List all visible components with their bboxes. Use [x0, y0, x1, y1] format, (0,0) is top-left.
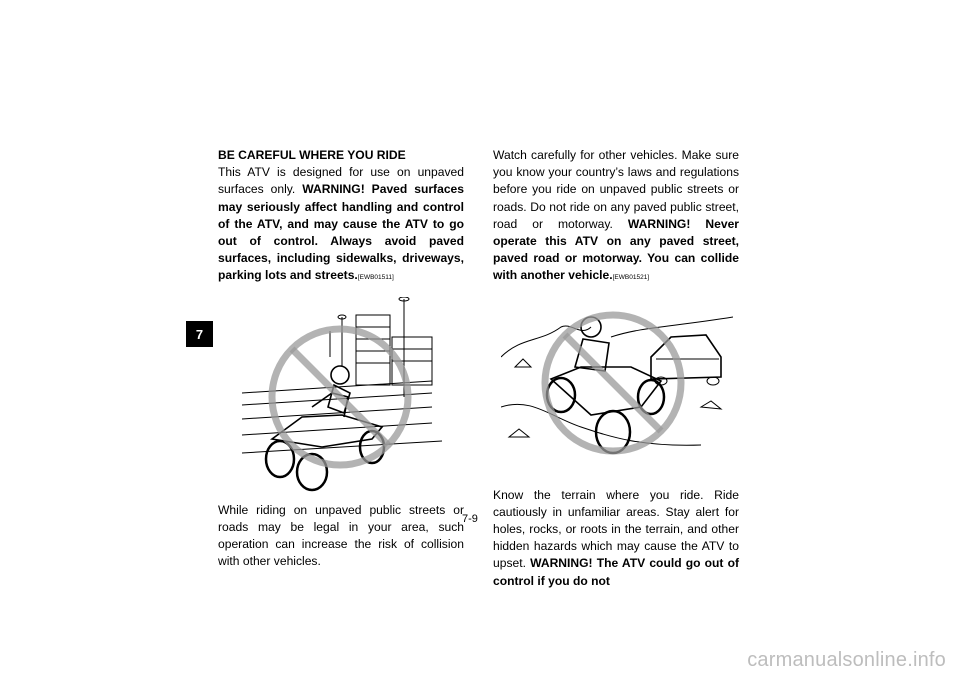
terrain-text: Know the terrain where you ride. Ride cautiously in unfamiliar areas. Stay alert for holes, rocks, or roots in the terrain, and other hidden hazards which may cause the ATV to upset. [493, 487, 739, 571]
vehicles-text: Watch carefully for other vehicles. Make sure you know your country’s laws and regulations before you ride on unpaved public streets or roads. Do not ride on any paved public street, road or motorway. [493, 148, 739, 231]
right-paragraph-2 [493, 487, 739, 590]
warning-code-2: [EWB01521] [612, 274, 650, 282]
left-paragraph-2: While riding on unpaved public streets or roads may be legal in your area, such operation can increase the risk of collision with other vehicles. [218, 502, 464, 569]
right-column [493, 147, 739, 590]
left-column [218, 147, 464, 570]
watermark: carmanualsonline.info [747, 649, 946, 671]
paved-surface-warning: WARNING! Paved surfaces may seriously affect handling and control of the ATV, and may cause the ATV to go out of control. Always avoid paved surfaces, including sidewalks, driveways, parking lots and streets. [218, 182, 464, 283]
warning-code: [EWB01511] [357, 274, 394, 282]
intro-text: This ATV is designed for use on unpaved surfaces only. [218, 165, 464, 197]
atv-paved-road-illustration [232, 297, 452, 492]
section-heading: BE CAREFUL WHERE YOU RIDE [218, 148, 406, 162]
page-number: 7-9 [462, 513, 478, 525]
atv-road-car-illustration [501, 297, 733, 477]
right-paragraph-1 [493, 147, 739, 287]
paved-street-warning: WARNING! Never operate this ATV on any paved street, paved road or motorway. You can collide with another vehicle. [493, 216, 739, 283]
terrain-warning: WARNING! The ATV could go out of control if you do not [493, 556, 739, 588]
left-paragraph-1 [218, 164, 464, 286]
chapter-tab: 7 [186, 321, 213, 347]
